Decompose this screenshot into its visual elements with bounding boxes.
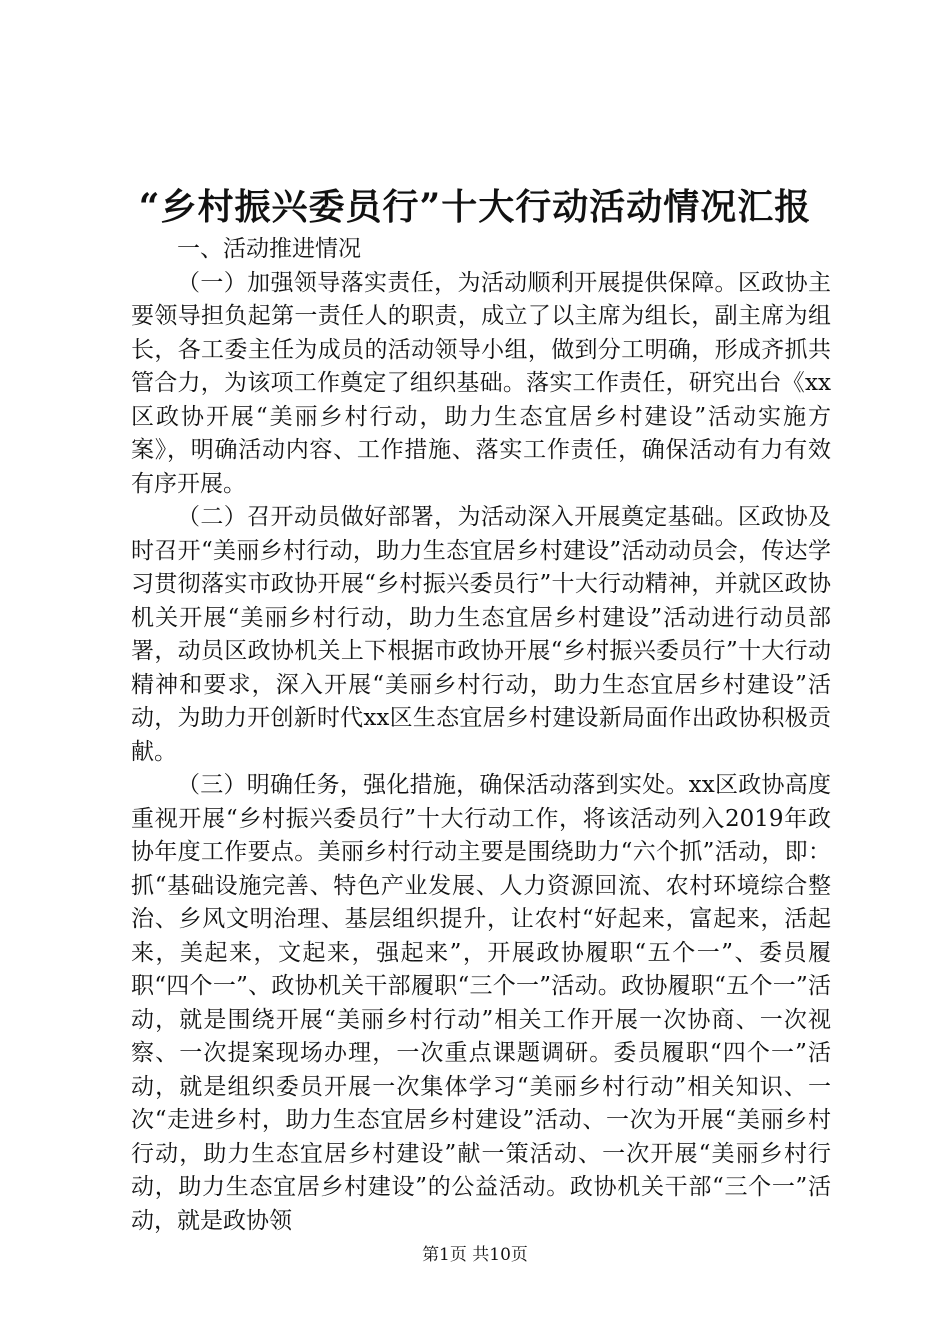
paragraph-2: （二）召开动员做好部署，为活动深入开展奠定基础。区政协及时召开“美丽乡村行动，助力生态宜居乡村建设”活动动员会，传达学习贯彻落实市政协开展“乡村振兴委员行”十大行动精神，并就区政协机关开展“美丽乡村行动，助力生态宜居乡村建设”活动进行动员部署，动员区政协机关上下根据市政协开展“乡村振兴委员行”十大行动精神和要求，深入开展“美丽乡村行动，助力生态宜居乡村建设”活动，为助力开创新时代xx区生态宜居乡村建设新局面作出政协积极贡献。 — [131, 504, 831, 765]
page-title: “乡村振兴委员行”十大行动活动情况汇报 — [138, 186, 812, 228]
section-heading: 一、活动推进情况 — [177, 236, 361, 262]
paragraph-3: （三）明确任务，强化措施，确保活动落到实处。xx区政协高度重视开展“乡村振兴委员行”十大行动工作，将该活动列入2019年政协年度工作要点。美丽乡村行动主要是围绕助力“六个抓”活动，即：抓“基础设施完善、特色产业发展、人力资源回流、农村环境综合整治、乡风文明治理、基层组织提升，让农村“好起来，富起来，活起来，美起来，文起来，强起来”，开展政协履职“五个一”、委员履职“四个一”、政协机关干部履职“三个一”活动。政协履职“五个一”活动，就是围绕开展“美丽乡村行动”相关工作开展一次协商、一次视察、一次提案现场办理，一次重点课题调研。委员履职“四个一”活动，就是组织委员开展一次集体学习“美丽乡村行动”相关知识、一次“走进乡村，助力生态宜居乡村建设”活动、一次为开展“美丽乡村行动，助力生态宜居乡村建设”献一策活动、一次开展“美丽乡村行动，助力生态宜居乡村建设”的公益活动。政协机关干部“三个一”活动，就是政协领 — [131, 772, 831, 1234]
page-number-footer: 第1页 共10页 — [422, 1245, 528, 1265]
document-body — [131, 233, 831, 1238]
paragraph-1: （一）加强领导落实责任，为活动顺利开展提供保障。区政协主要领导担负起第一责任人的职责，成立了以主席为组长，副主席为组长，各工委主任为成员的活动领导小组，做到分工明确，形成齐抓共管合力，为该项工作奠定了组织基础。落实工作责任，研究出台《xx区政协开展“美丽乡村行动，助力生态宜居乡村建设”活动实施方案》，明确活动内容、工作措施、落实工作责任，确保活动有力有效有序开展。 — [131, 269, 831, 497]
